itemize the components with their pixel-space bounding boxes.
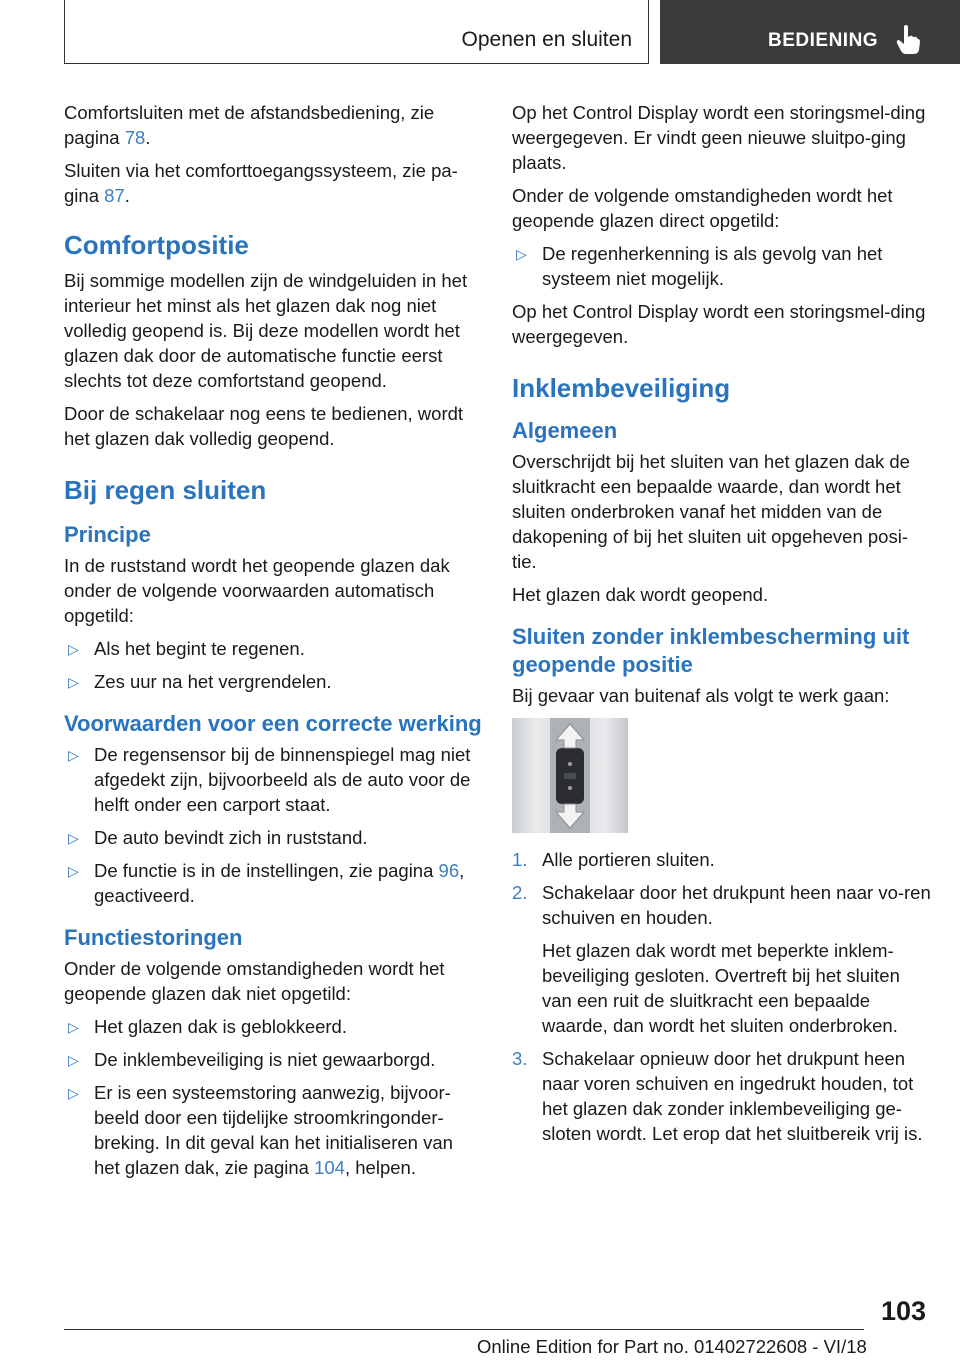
page-link[interactable]: 96 [438,860,460,881]
triangle-right-icon: ▷ [68,1019,79,1035]
list-item: 1. Alle portieren sluiten. [512,849,715,870]
triangle-right-icon: ▷ [68,863,79,879]
roof-switch-illustration-svg [512,718,628,833]
list-item: ▷ De regensensor bij de binnenspiegel mag niet afgedekt zijn, bijvoorbeeld als de auto voor de helft onder een carport staat. [68,744,471,815]
paragraph: Sluiten via het comforttoegangssysteem, zie pa-gina 87. [64,160,458,206]
hand-pointer-icon [896,24,920,54]
page-link[interactable]: 104 [314,1157,345,1178]
list-item: ▷ Als het begint te regenen. [64,636,482,661]
right-column [512,100,932,1154]
paragraph: Het glazen dak wordt geopend. [512,584,769,605]
paragraph: Op het Control Display wordt een storingsmel-ding weergegeven. [512,301,926,347]
heading-voorwaarden: Voorwaarden voor een correcte werking [64,711,482,736]
heading-comfortpositie: Comfortpositie [64,230,249,260]
list-item: ▷ De inklembeveiliging is niet gewaarborgd. [64,1047,482,1072]
header-chapter-title: BEDIENING [768,30,879,51]
heading-algemeen: Algemeen [512,418,618,443]
heading-inklembeveiliging: Inklembeveiliging [512,373,731,403]
list-item: ▷ Er is een systeemstoring aanwezig, bijvoor-beeld door een tijdelijke stroomkringonder-breking. In dit geval kan het initialiseren van het glazen dak, zie pagina 104, helpen. [68,1082,453,1178]
triangle-right-icon: ▷ [68,641,79,657]
list-item: ▷ De auto bevindt zich in ruststand. [64,825,482,850]
heading-bij-regen-sluiten: Bij regen sluiten [64,475,267,505]
paragraph: Overschrijdt bij het sluiten van het glazen dak de sluitkracht een bepaalde waarde, dan wordt het sluiten onderbroken vanaf het midden van de dakopening of bij het sluiten uit opgeheven posi-tie. [512,451,910,572]
footer-divider [64,1329,864,1330]
triangle-right-icon: ▷ [68,747,79,763]
header-section-tab [64,0,649,64]
triangle-right-icon: ▷ [68,1052,79,1068]
page-link[interactable]: 78 [124,127,146,148]
paragraph: Door de schakelaar nog eens te bedienen, wordt het glazen dak volledig geopend. [64,403,464,449]
page-link[interactable]: 87 [104,185,125,206]
heading-functiestoringen: Functiestoringen [64,925,243,950]
list-item: ▷ Zes uur na het vergrendelen. [64,669,482,694]
bullet-list [512,241,932,291]
list-item: 3. Schakelaar opnieuw door het drukpunt heen naar voren schuiven en ingedrukt houden, tot het glazen dak zonder inklembeveiliging ge-sloten wordt. Let erop dat het sluitbereik vrij is. [512,1048,923,1144]
numbered-steps [512,847,932,1146]
list-item: ▷ De functie is in de instellingen, zie pagina 96, geactiveerd. [68,860,465,906]
bullet-list [64,1014,482,1180]
paragraph: Onder de volgende omstandigheden wordt het geopende glazen direct opgetild: [512,185,893,231]
bullet-list [64,636,482,694]
footer-edition: Online Edition for Part no. 01402722608 - VI/18 [477,1336,867,1357]
heading-sluiten-zonder-inklembescherming: Sluiten zonder inklembescherming uit geopende positie [512,624,910,677]
header-section-title: Openen en sluiten [461,28,632,51]
heading-principe: Principe [64,522,151,547]
header-chapter-tab [660,0,960,64]
triangle-right-icon: ▷ [68,830,79,846]
paragraph: Bij gevaar van buitenaf als volgt te werk gaan: [512,685,890,706]
page-number: 103 [880,1296,926,1326]
paragraph: Onder de volgende omstandigheden wordt het geopende glazen dak niet opgetild: [64,958,445,1004]
triangle-right-icon: ▷ [516,246,527,262]
paragraph: Bij sommige modellen zijn de windgeluiden in het interieur het minst als het glazen dak nog niet volledig geopend is. Bij deze modellen wordt het glazen dak door de automatische functie eerst slechts tot deze comfortstand geopend. [64,270,468,391]
list-item: ▷ De regenherkenning is als gevolg van het systeem niet mogelijk. [516,243,883,289]
left-column [64,100,482,1188]
paragraph: Comfortsluiten met de afstandsbediening, zie pagina 78. [64,102,435,148]
step-note: Het glazen dak wordt met beperkte inklem-beveiliging gesloten. Overtreft bij het sluiten van een ruit de sluitkracht een bepaalde waarde, dan wordt het sluiten onderbroken. [542,940,900,1036]
paragraph: Op het Control Display wordt een storingsmel-ding weergegeven. Er vindt geen nieuwe sluitpo-ging plaats. [512,102,926,173]
triangle-right-icon: ▷ [68,674,79,690]
list-item: ▷ Het glazen dak is geblokkeerd. [64,1014,482,1039]
roof-switch-illustration [512,718,628,833]
list-item: 2. Schakelaar door het drukpunt heen naar vo-ren schuiven en houden. Het glazen dak wordt met beperkte inklem-beveiliging gesloten. Overtreft bij het sluiten van een ruit de sluitkracht een bepaalde waarde, dan wordt het sluiten onderbroken. [512,882,931,1036]
triangle-right-icon: ▷ [68,1085,79,1101]
bullet-list [64,742,482,908]
paragraph: In de ruststand wordt het geopende glazen dak onder de volgende voorwaarden automatisch opgetild: [64,555,450,626]
